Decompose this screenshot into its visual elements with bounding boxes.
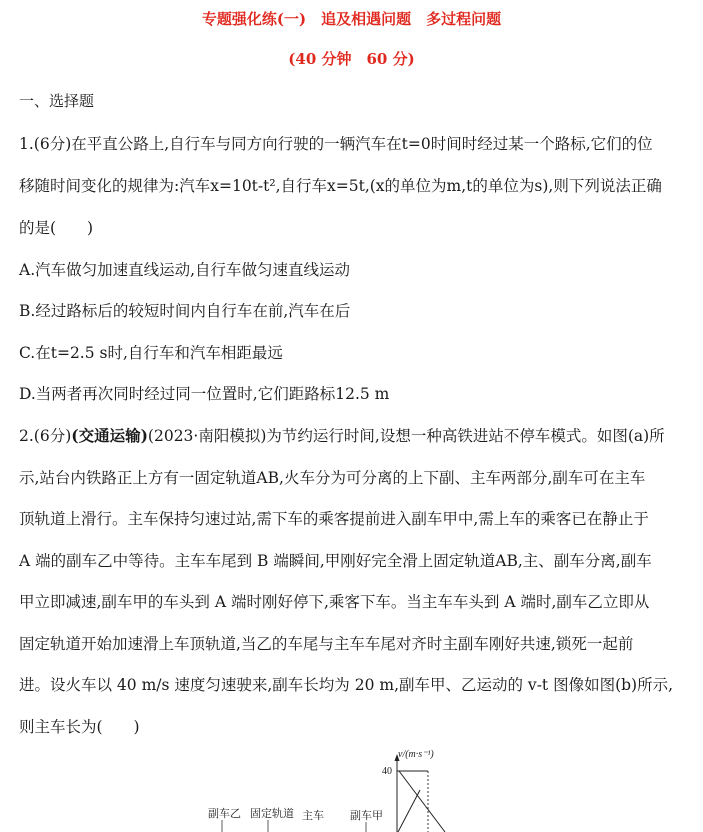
q2-line-3: 顶轨道上滑行。主车保持匀速过站,需下车的乘客提前进入副车甲中,需上车的乘客已在静止于 (19, 510, 649, 528)
fig-b-line-accel (398, 790, 420, 832)
fig-a-label-track: 固定轨道 (250, 808, 294, 820)
q2-line-4: A 端的副车乙中等待。主车车尾到 B 端瞬间,甲刚好完全滑上固定轨道AB,主、副车分离,副车 (19, 552, 652, 570)
q2-line-1 (19, 424, 665, 446)
fig-a-label-fuche-jia: 副车甲 (350, 810, 383, 822)
fig-a-label-main: 主车 (302, 810, 324, 822)
q1-line-2: 移随时间变化的规律为:汽车x=10t-t²,自行车x=5t,(x的单位为m,t的单位为s),则下列说法正确 (19, 177, 662, 195)
fig-b-tick: 40 (382, 766, 392, 777)
q2-line-7: 进。设火车以 40 m/s 速度匀速驶来,副车长均为 20 m,副车甲、乙运动的 v-t 图像如图(b)所示, (19, 676, 674, 694)
section-heading: 一、选择题 (19, 92, 95, 110)
q1-option-a: A.汽车做匀加速直线运动,自行车做匀速直线运动 (19, 261, 351, 279)
page-subtitle: (40 分钟 60 分) (288, 50, 415, 68)
fig-b-axis-label: v/(m·s⁻¹) (398, 749, 434, 760)
q1-line-1: 1.(6分)在平直公路上,自行车与同方向行驶的一辆汽车在t=0时间时经过某一个路标,它们的位 (19, 135, 653, 153)
q2-line-2: 示,站台内铁路正上方有一固定轨道AB,火车分为可分离的上下副、主车两部分,副车可在主车 (19, 469, 646, 487)
q1-line-3: 的是( ) (19, 219, 94, 237)
q2-line-8: 则主车长为( ) (19, 718, 140, 736)
q1-option-d: D.当两者再次同时经过同一位置时,它们距路标12.5 m (19, 385, 390, 403)
q1-option-c: C.在t=2.5 s时,自行车和汽车相距最远 (19, 344, 283, 362)
q2-tag: (交通运输) (71, 426, 148, 445)
q1-option-b: B.经过路标后的较短时间内自行车在前,汽车在后 (19, 302, 351, 320)
fig-b-line-decel (399, 771, 445, 832)
figure-area (0, 740, 703, 832)
q2-first-rest: (2023·南阳模拟)为节约运行时间,设想一种高铁进站不停车模式。如图(a)所 (147, 427, 665, 445)
q2-line-5: 甲立即减速,副车甲的车头到 A 端时刚好停下,乘客下车。当主车车头到 A 端时,副车乙立即从 (19, 593, 650, 611)
fig-a-label-fuche-yi: 副车乙 (208, 808, 241, 820)
q2-prefix: 2.(6分) (19, 427, 72, 445)
q2-line-6: 固定轨道开始加速滑上车顶轨道,当乙的车尾与主车车尾对齐时主副车刚好共速,锁死一起前 (19, 635, 634, 653)
page-title: 专题强化练(一) 追及相遇问题 多过程问题 (201, 10, 502, 28)
